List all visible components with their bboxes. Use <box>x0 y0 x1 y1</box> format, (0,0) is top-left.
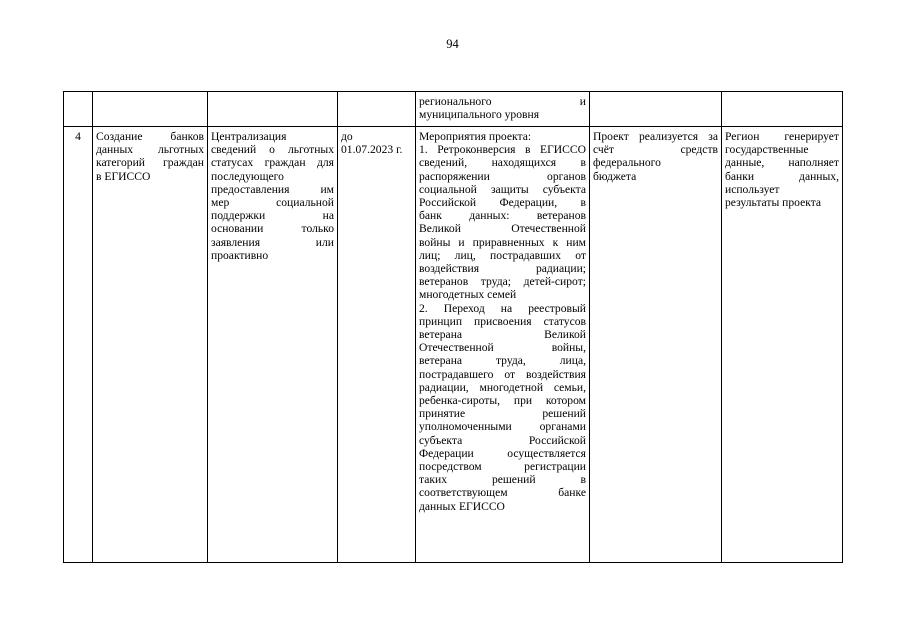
text-line: ребенка-сироты, при котором <box>419 394 586 408</box>
text-line: использует <box>725 182 780 196</box>
row-title <box>93 127 208 563</box>
text-line: государственные <box>725 143 809 157</box>
text-line: 2. Переход на реестровый <box>419 301 586 315</box>
text-line: воздействия радиации; <box>419 262 586 276</box>
page-number: 94 <box>446 37 459 51</box>
text-line: Создание банков <box>96 130 204 143</box>
text-line: Централизация <box>211 130 287 143</box>
text-line: до <box>341 130 353 143</box>
text-line: уполномоченными органами <box>419 420 586 434</box>
text-line: многодетных семей <box>419 288 517 302</box>
text-line: данных ЕГИССО <box>419 499 505 513</box>
text-line: статусах граждан для <box>211 156 334 170</box>
text-line: предоставления им <box>211 182 334 196</box>
text-line: данных льготных <box>96 143 204 157</box>
cell-financing-empty <box>590 92 722 127</box>
cell-deadline-empty <box>338 92 416 127</box>
text-line: счёт средств <box>593 143 718 157</box>
text-line: ветерана труда, лица, <box>419 354 586 368</box>
cell-number-empty <box>64 92 93 127</box>
text-line: принятие решений <box>419 407 586 421</box>
text-line: распоряжении органов <box>419 169 586 183</box>
text-line: социальной защиты субъекта <box>419 182 586 196</box>
table-row-continuation <box>64 92 843 127</box>
row-number: 4 <box>64 127 93 563</box>
text-line: Проект реализуется за <box>593 130 718 143</box>
text-line: сведений о льготных <box>211 143 334 157</box>
text-line: 1. Ретроконверсия в ЕГИССО <box>419 143 586 157</box>
text-line: последующего <box>211 169 284 183</box>
text-line: категорий граждан <box>96 156 204 170</box>
row-deadline <box>338 127 416 563</box>
text-line: 01.07.2023 г. <box>341 143 403 157</box>
text-line: данные, наполняет <box>725 156 839 170</box>
text-line: радиации, многодетной семьи, <box>419 380 586 394</box>
text-line: субъекта Российской <box>419 433 586 447</box>
row-task <box>208 127 338 563</box>
activities-table <box>63 91 843 563</box>
text-line: лиц; лиц, пострадавших от <box>419 248 586 262</box>
text-line: Мероприятия проекта: <box>419 130 532 143</box>
text-line: в ЕГИССО <box>96 169 151 183</box>
text-line: Регион генерирует <box>725 130 839 143</box>
row-financing <box>590 127 722 563</box>
cell-measures-continued <box>416 92 590 127</box>
text-line: федерального <box>593 156 661 170</box>
text-line: принцип присвоения статусов <box>419 314 586 328</box>
text-line: заявления или <box>211 235 334 249</box>
text-line: результаты проекта <box>725 196 822 210</box>
text-line: таких решений в <box>419 473 586 487</box>
text-line: основании только <box>211 222 334 236</box>
text-line: посредством регистрации <box>419 460 586 474</box>
text-line: ветеранов труда; детей-сирот; <box>419 275 586 289</box>
text-line: сведений, находящихся в <box>419 156 586 170</box>
text-line: войны и приравненных к ним <box>419 235 586 249</box>
text-line: Российской Федерации, в <box>419 196 586 210</box>
text-line: соответствующем банке <box>419 486 586 500</box>
text-line: поддержки на <box>211 209 334 223</box>
table-row <box>64 127 843 563</box>
text-line: банки данных, <box>725 169 839 183</box>
text-line: регионального и <box>419 95 586 108</box>
cell-task-empty <box>208 92 338 127</box>
text-line: проактивно <box>211 248 269 262</box>
text-line: ветерана Великой <box>419 328 586 342</box>
text-line: банк данных: ветеранов <box>419 209 586 223</box>
cell-title-empty <box>93 92 208 127</box>
cell-effect-empty <box>722 92 843 127</box>
text-line: Федерации осуществляется <box>419 446 586 460</box>
text-line: муниципального уровня <box>419 108 540 122</box>
text-line: пострадавшего от воздействия <box>419 367 586 381</box>
text-line: Отечественной войны, <box>419 341 586 355</box>
text-line: бюджета <box>593 169 637 183</box>
row-measures <box>416 127 590 563</box>
text-line: мер социальной <box>211 196 334 210</box>
text-line: Великой Отечественной <box>419 222 586 236</box>
row-effect <box>722 127 843 563</box>
